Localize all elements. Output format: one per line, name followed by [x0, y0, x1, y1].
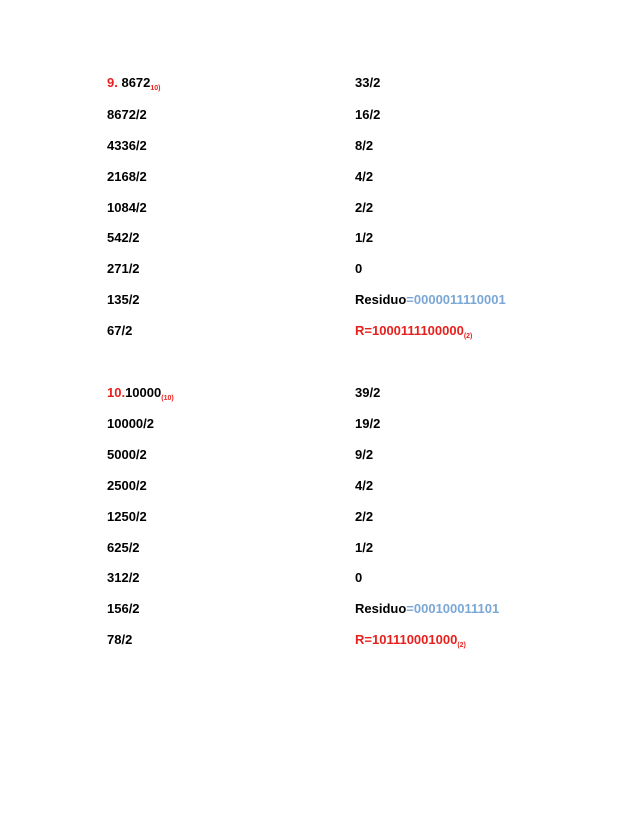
step: 67/2 [107, 323, 133, 338]
problem-10-number: 10. [107, 385, 126, 400]
step: 16/2 [355, 107, 381, 122]
step: 9/2 [355, 447, 374, 462]
step: 2/2 [355, 509, 374, 524]
step: 8/2 [355, 138, 374, 153]
step: 271/2 [107, 261, 140, 276]
step: 0 [355, 570, 363, 585]
step: 4/2 [355, 169, 374, 184]
step: 10000/2 [107, 416, 154, 431]
problem-9-base: 10) [150, 85, 161, 92]
step: 2500/2 [107, 478, 147, 493]
problem-9-residuo [355, 292, 506, 308]
step: 78/2 [107, 632, 133, 647]
step: 5000/2 [107, 447, 147, 462]
residuo-value: =0000011110001 [406, 292, 506, 307]
result-value: R=101110001000 [355, 632, 458, 647]
problem-9-result [355, 323, 472, 339]
step: 542/2 [107, 230, 140, 245]
problem-10-base: (10) [161, 395, 174, 402]
step: 33/2 [355, 75, 381, 90]
residuo-label: Residuo [355, 292, 407, 307]
residuo-label: Residuo [355, 601, 407, 616]
problem-10-result [355, 632, 466, 648]
step: 1250/2 [107, 509, 147, 524]
result-value: R=1000111100000 [355, 323, 464, 338]
problem-9-header [107, 75, 161, 91]
result-base: (2) [457, 642, 466, 649]
step: 156/2 [107, 601, 140, 616]
step: 4336/2 [107, 138, 147, 153]
residuo-value: =000100011101 [406, 601, 500, 616]
step: 19/2 [355, 416, 381, 431]
problem-10-value: 10000 [125, 385, 162, 400]
step: 2168/2 [107, 169, 147, 184]
step: 1/2 [355, 540, 374, 555]
step: 4/2 [355, 478, 374, 493]
result-base: (2) [463, 333, 473, 340]
problem-10-header [107, 385, 174, 401]
step: 0 [355, 261, 363, 276]
step: 312/2 [107, 570, 140, 585]
step: 1084/2 [107, 200, 147, 215]
problem-10-residuo [355, 601, 499, 617]
step: 2/2 [355, 200, 374, 215]
problem-9-number: 9. [107, 75, 118, 90]
step: 1/2 [355, 230, 374, 245]
step: 8672/2 [107, 107, 147, 122]
step: 39/2 [355, 385, 381, 400]
step: 135/2 [107, 292, 140, 307]
step: 625/2 [107, 540, 140, 555]
problem-9-value: 8672 [121, 75, 151, 90]
